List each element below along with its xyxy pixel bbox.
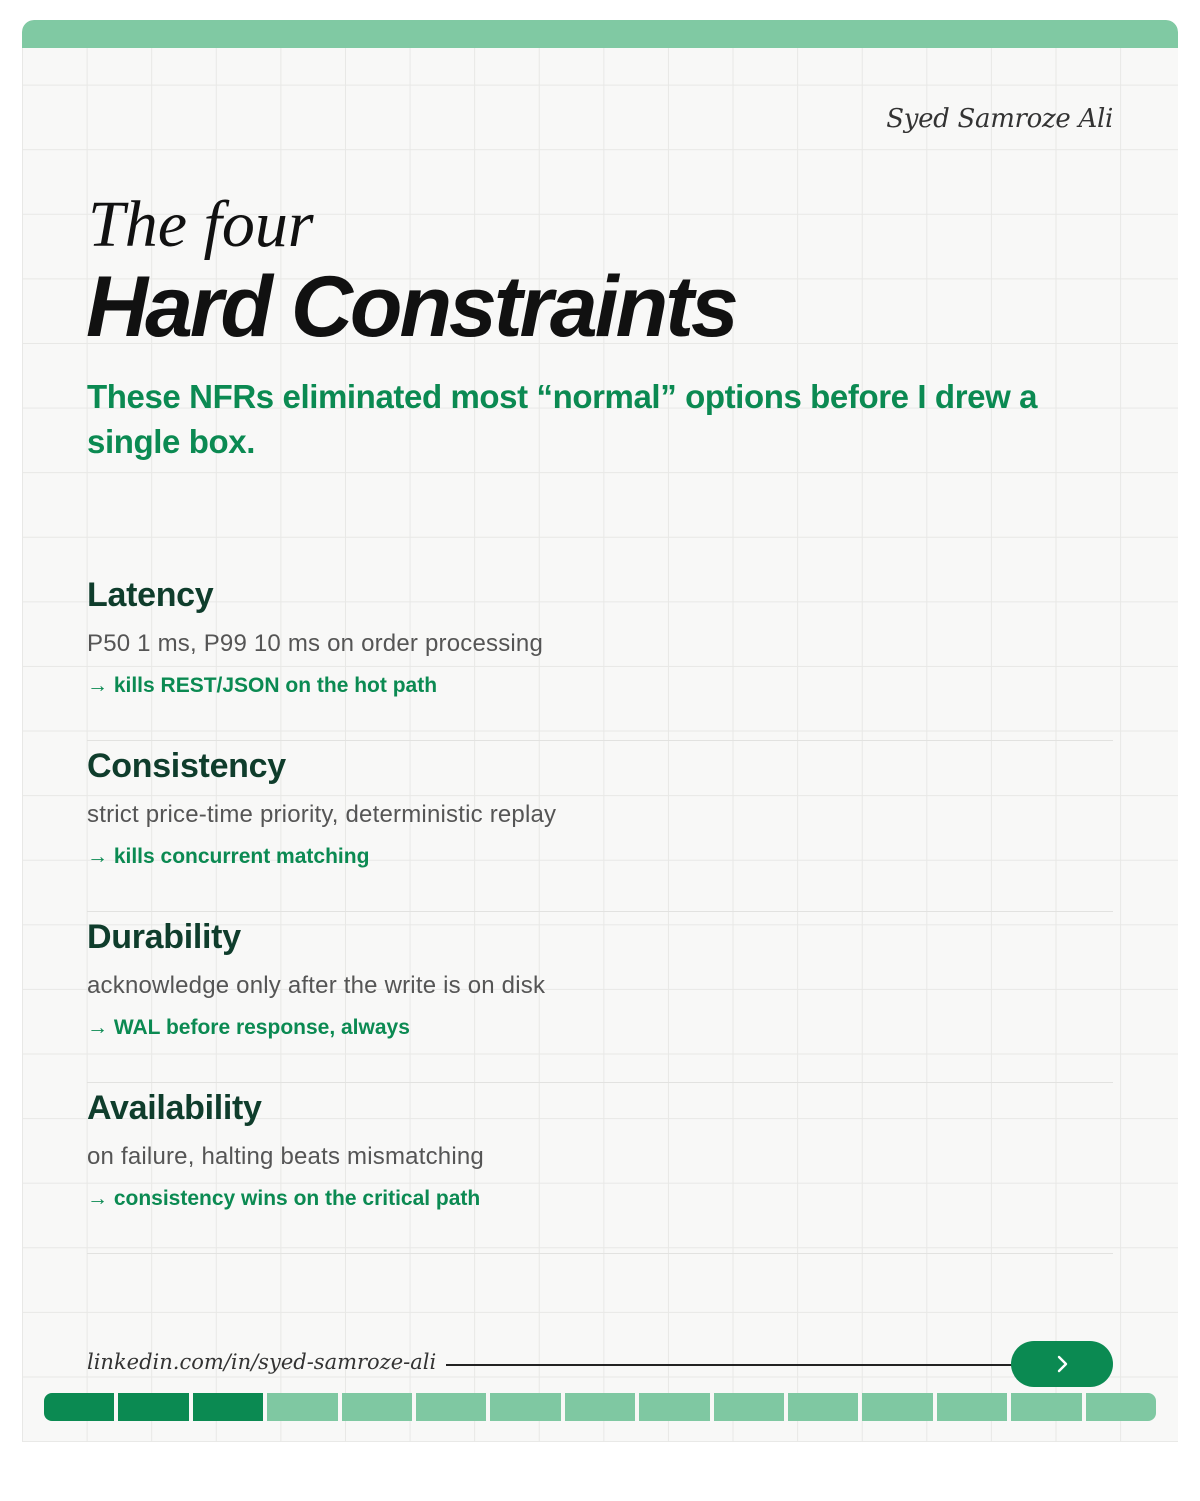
constraint-latency (87, 570, 1113, 741)
progress-segment (267, 1393, 337, 1421)
linkedin-link[interactable]: linkedin.com/in/syed-samroze-ali (87, 1350, 437, 1374)
progress-segment (862, 1393, 932, 1421)
constraint-name: Durability (87, 918, 241, 956)
progress-segment (1086, 1393, 1156, 1421)
footer-divider (446, 1364, 1016, 1366)
page-title: Hard Constraints (86, 259, 736, 355)
progress-segment (714, 1393, 784, 1421)
constraint-implication: → WAL before response, always (87, 1016, 410, 1039)
progress-segment (565, 1393, 635, 1421)
progress-segment-complete (44, 1393, 114, 1421)
constraint-consistency (87, 741, 1113, 912)
constraint-description: on failure, halting beats mismatching (87, 1143, 484, 1170)
subtitle: These NFRs eliminated most “normal” options before I drew a single box. (87, 378, 1038, 460)
slide-progress-bar (44, 1393, 1156, 1421)
progress-segment (1011, 1393, 1081, 1421)
slide-card (22, 20, 1178, 1442)
progress-segment (788, 1393, 858, 1421)
constraint-durability (87, 912, 1113, 1083)
progress-segment (342, 1393, 412, 1421)
progress-segment (490, 1393, 560, 1421)
progress-segment-complete (193, 1393, 263, 1421)
constraint-description: P50 1 ms, P99 10 ms on order processing (87, 630, 544, 657)
progress-segment-complete (118, 1393, 188, 1421)
constraint-description: strict price-time priority, deterministic replay (87, 801, 557, 828)
constraint-availability (87, 1083, 1113, 1254)
constraints-list (87, 570, 1113, 1254)
progress-segment (416, 1393, 486, 1421)
author-name: Syed Samroze Ali (886, 104, 1113, 134)
title-prefix: The four (88, 188, 314, 261)
constraint-implication: → kills REST/JSON on the hot path (87, 674, 438, 697)
progress-segment (639, 1393, 709, 1421)
constraint-implication: → kills concurrent matching (87, 845, 370, 868)
progress-segment (937, 1393, 1007, 1421)
chevron-right-icon (1052, 1354, 1072, 1374)
top-accent-bar (22, 20, 1178, 48)
constraint-description: acknowledge only after the write is on disk (87, 972, 546, 999)
constraint-implication: → consistency wins on the critical path (87, 1187, 481, 1210)
constraint-name: Availability (87, 1089, 262, 1127)
constraint-name: Latency (87, 576, 214, 614)
constraint-name: Consistency (87, 747, 286, 785)
next-slide-button[interactable] (1011, 1341, 1113, 1387)
